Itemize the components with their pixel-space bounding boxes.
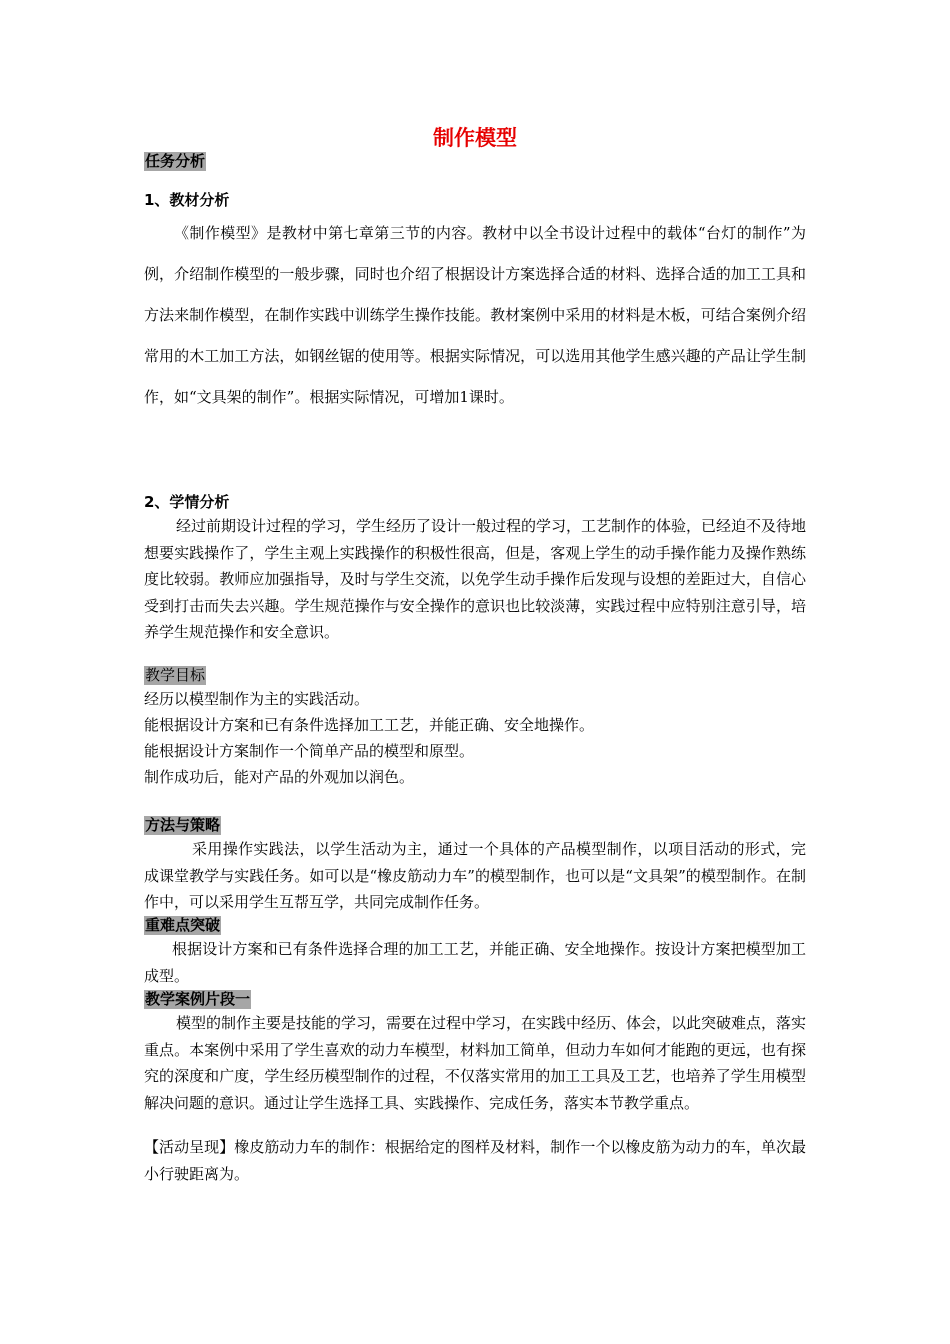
key-difficulty-heading: 重难点突破	[145, 916, 221, 934]
goal-item: 能根据设计方案制作一个简单产品的模型和原型。	[144, 742, 475, 760]
teaching-case-heading: 教学案例片段一	[145, 990, 251, 1008]
teaching-goals-heading: 教学目标	[145, 666, 206, 684]
activity-paragraph: 【活动呈现】橡皮筋动力车的制作：根据给定的图样及材料，制作一个以橡皮筋为动力的车，单次最小行驶距离为。	[144, 1138, 806, 1183]
method-strategy-paragraph: 采用操作实践法，以学生活动为主，通过一个具体的产品模型制作，以项目活动的形式，完成课堂教学与实践任务。如可以是“橡皮筋动力车”的模型制作，也可以是“文具架”的模型制作。在制作中，可以采用学生互帮互学，共同完成制作任务。	[144, 840, 806, 911]
learner-analysis-heading: 2、学情分析	[144, 493, 230, 511]
textbook-analysis-heading: 1、教材分析	[144, 191, 230, 209]
goal-item: 经历以模型制作为主的实践活动。	[144, 690, 370, 708]
page-title: 制作模型	[433, 126, 517, 150]
goal-item: 制作成功后，能对产品的外观加以润色。	[144, 768, 415, 786]
task-analysis-heading: 任务分析	[145, 152, 206, 170]
goal-item: 能根据设计方案和已有条件选择加工工艺，并能正确、安全地操作。	[144, 716, 595, 734]
method-strategy-heading: 方法与策略	[145, 816, 221, 834]
teaching-case-paragraph: 模型的制作主要是技能的学习，需要在过程中学习，在实践中经历、体会，以此突破难点，落实重点。本案例中采用了学生喜欢的动力车模型，材料加工简单，但动力车如何才能跑的更远，也有探究的深度和广度，学生经历模型制作的过程，不仅落实常用的加工工具及工艺，也培养了学生用模型解决问题的意识。通过让学生选择工具、实践操作、完成任务，落实本节教学重点。	[144, 1014, 807, 1112]
key-difficulty-paragraph: 根据设计方案和已有条件选择合理的加工工艺，并能正确、安全地操作。按设计方案把模型加工成型。	[144, 940, 806, 985]
learner-analysis-paragraph: 经过前期设计过程的学习，学生经历了设计一般过程的学习，工艺制作的体验，已经迫不及待地想要实践操作了，学生主观上实践操作的积极性很高，但是，客观上学生的动手操作能力及操作熟练度比较弱。教师应加强指导，及时与学生交流，以免学生动手操作后发现与设想的差距过大，自信心受到打击而失去兴趣。学生规范操作与安全操作的意识也比较淡薄，实践过程中应特别注意引导，培养学生规范操作和安全意识。	[144, 517, 807, 641]
textbook-analysis-paragraph: 《制作模型》是教材中第七章第三节的内容。教材中以全书设计过程中的载体“台灯的制作”为例，介绍制作模型的一般步骤，同时也介绍了根据设计方案选择合适的材料、选择合适的加工工具和方法来制作模型，在制作实践中训练学生操作技能。教材案例中采用的材料是木板，可结合案例介绍常用的木工加工方法，如钢丝锯的使用等。根据实际情况，可以选用其他学生感兴趣的产品让学生制作，如“文具架的制作”。根据实际情况，可增加1课时。	[144, 224, 806, 406]
